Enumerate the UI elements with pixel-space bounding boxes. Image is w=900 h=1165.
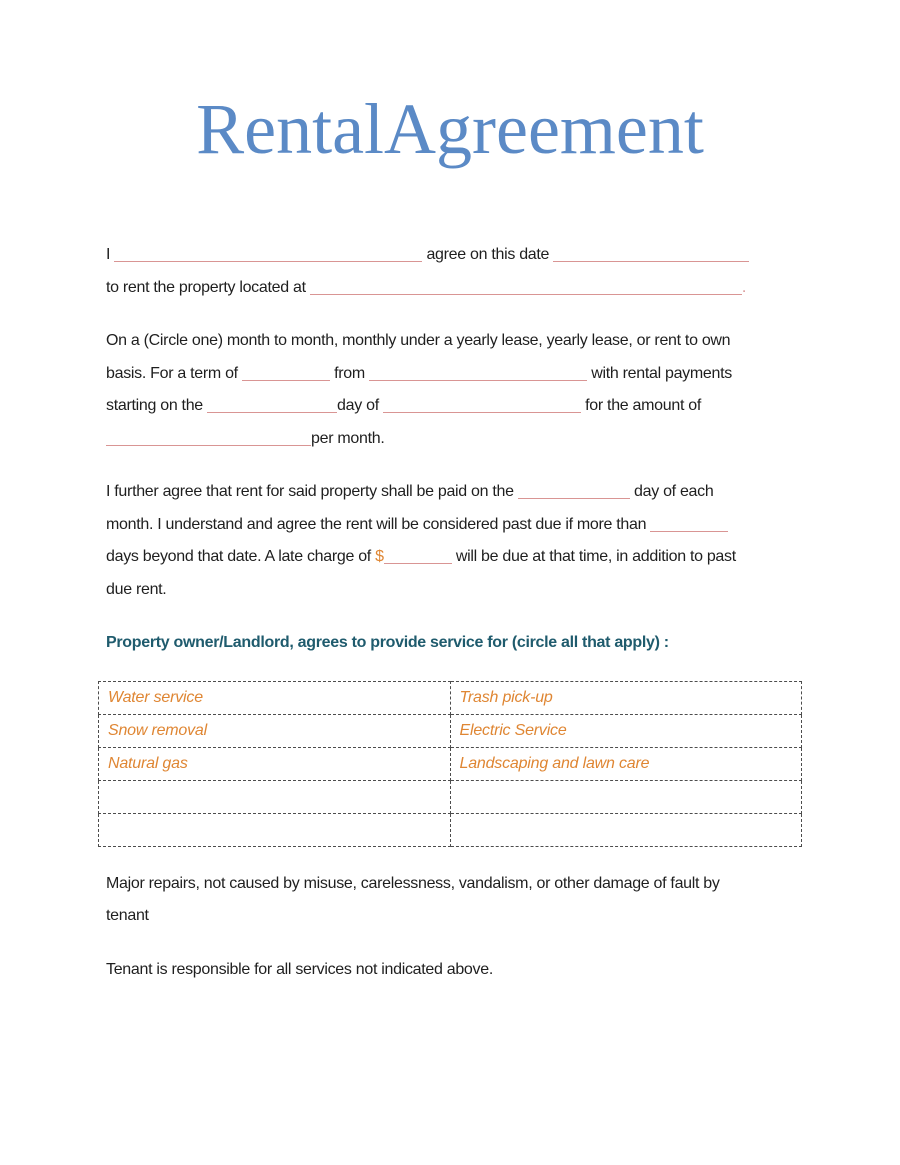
- text-run: basis. For a term of: [106, 364, 242, 382]
- text-run: to rent the property located at: [106, 278, 310, 296]
- text-run: due rent.: [106, 580, 167, 598]
- text-run: day of each: [629, 483, 714, 501]
- services-table-body: [99, 681, 802, 846]
- text-run: per month.: [311, 429, 385, 447]
- services-section-heading: Property owner/Landlord, agrees to provide service for (circle all that apply) :: [106, 634, 669, 652]
- text-run: for the amount of: [580, 397, 701, 415]
- text-line: [106, 239, 806, 272]
- blank-line: [114, 248, 422, 262]
- blank-line: [384, 550, 452, 564]
- text-line: [106, 325, 806, 358]
- table-cell: [450, 813, 802, 846]
- text-run: day of: [337, 397, 383, 415]
- text-line: [106, 423, 806, 456]
- blank-line: [369, 367, 587, 381]
- table-cell: [99, 813, 451, 846]
- table-cell: Trash pick-up: [450, 681, 802, 714]
- table-row: [99, 813, 802, 846]
- services-table: [98, 681, 802, 847]
- table-cell: Water service: [99, 681, 451, 714]
- blank-line: [310, 281, 742, 295]
- text-line: [106, 272, 806, 305]
- text-run: month. I understand and agree the rent will be considered past due if more than: [106, 515, 651, 533]
- table-cell: Natural gas: [99, 747, 451, 780]
- text-run: I: [106, 246, 115, 264]
- text-line: [106, 574, 806, 607]
- text-line: [106, 358, 806, 391]
- closing-paragraphs: [106, 868, 806, 987]
- blank-line: [207, 399, 337, 413]
- blank-line: [650, 518, 728, 532]
- text-line: [106, 476, 806, 509]
- table-cell: Electric Service: [450, 714, 802, 747]
- text-line: [106, 541, 806, 574]
- text-run: with rental payments: [587, 364, 732, 382]
- paragraph: [106, 954, 806, 987]
- blank-line: [553, 248, 749, 262]
- table-cell: [450, 780, 802, 813]
- blank-line: [383, 399, 581, 413]
- table-row: [99, 747, 802, 780]
- paragraph: [106, 476, 806, 606]
- text-line: [106, 954, 806, 987]
- text-line: [106, 390, 806, 423]
- text-run: Major repairs, not caused by misuse, carelessness, vandalism, or other damage of fault by: [106, 874, 720, 892]
- paragraph: [106, 325, 806, 455]
- paragraph: [106, 868, 806, 933]
- table-row: [99, 681, 802, 714]
- text-run: .: [741, 278, 747, 296]
- text-line: [106, 868, 806, 901]
- blank-line: [518, 485, 630, 499]
- text-run: tenant: [106, 907, 149, 925]
- text-run: will be due at that time, in addition to past: [451, 548, 736, 566]
- document-title: RentalAgreement: [196, 89, 704, 169]
- table-row: [99, 714, 802, 747]
- text-run: agree on this date: [422, 246, 554, 264]
- paragraph: [106, 239, 806, 304]
- text-line: [106, 900, 806, 933]
- text-run: $: [375, 548, 384, 566]
- text-run: Tenant is responsible for all services not indicated above.: [106, 960, 493, 978]
- table-cell: [99, 780, 451, 813]
- table-cell: Snow removal: [99, 714, 451, 747]
- body-paragraphs: [106, 239, 806, 606]
- document-body: [106, 239, 806, 986]
- text-run: from: [329, 364, 370, 382]
- table-row: [99, 780, 802, 813]
- text-run: I further agree that rent for said property shall be paid on the: [106, 483, 518, 501]
- text-run: days beyond that date. A late charge of: [106, 548, 376, 566]
- blank-line: [106, 432, 311, 446]
- blank-line: [242, 367, 330, 381]
- table-cell: Landscaping and lawn care: [450, 747, 802, 780]
- text-run: On a (Circle one) month to month, monthly under a yearly lease, yearly lease, or rent to own: [106, 332, 731, 350]
- text-line: [106, 509, 806, 542]
- text-run: starting on the: [106, 397, 208, 415]
